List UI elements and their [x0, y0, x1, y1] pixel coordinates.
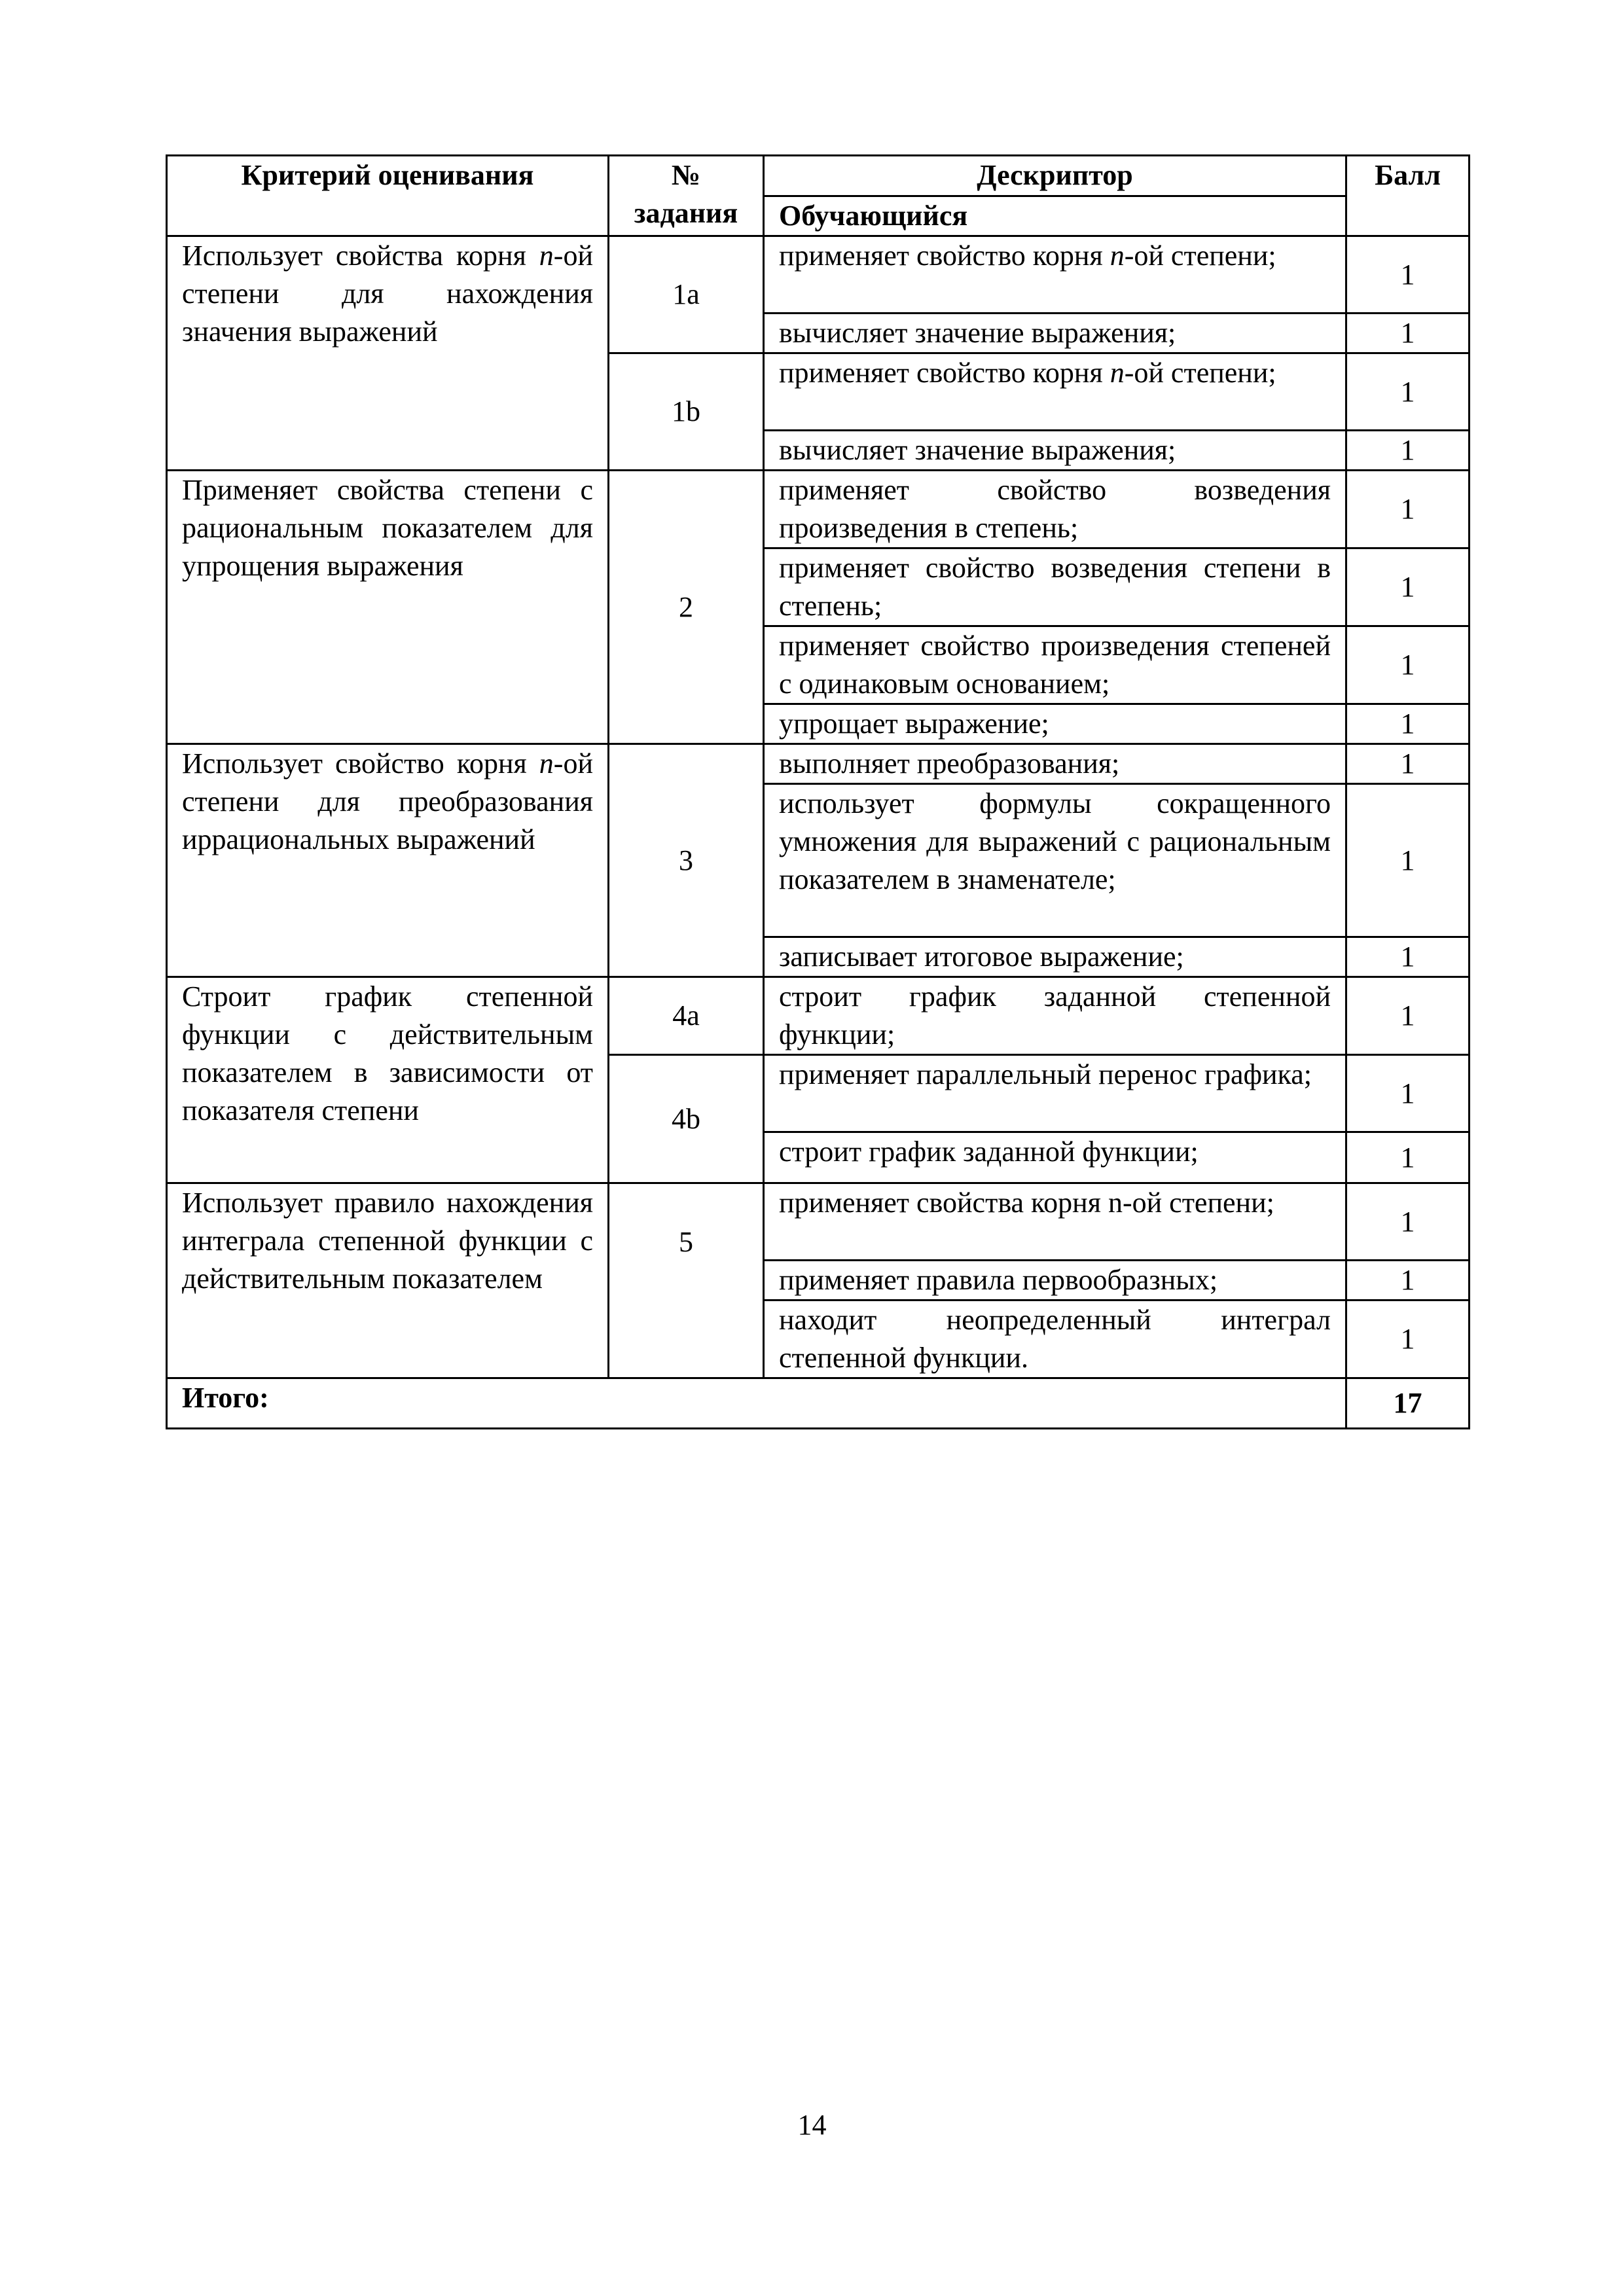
- criterion-1-text-a: Использует свойства корня: [182, 240, 539, 272]
- score-6: 1: [1346, 548, 1470, 626]
- task-1a: 1a: [609, 236, 764, 353]
- score-7: 1: [1346, 626, 1470, 704]
- criterion-5: Использует правило нахождения интеграла степенной функции с действительным показателем: [167, 1183, 609, 1378]
- header-score: Балл: [1346, 156, 1470, 236]
- descriptor-16: применяет правила первообразных;: [764, 1261, 1346, 1300]
- score-8: 1: [1346, 704, 1470, 744]
- score-10: 1: [1346, 784, 1470, 937]
- descriptor-4: вычисляет значение выражения;: [764, 431, 1346, 471]
- score-1: 1: [1346, 236, 1470, 314]
- criterion-1: [167, 236, 609, 471]
- score-17: 1: [1346, 1300, 1470, 1378]
- score-15: 1: [1346, 1183, 1470, 1261]
- descriptor-3-n: n: [1110, 357, 1125, 389]
- criterion-1-n: n: [539, 240, 554, 272]
- header-task-sub: задания: [634, 197, 738, 229]
- criterion-3-text-b: -ой степени для преобразования иррациональных выражений: [182, 747, 593, 855]
- score-9: 1: [1346, 744, 1470, 784]
- total-score: 17: [1346, 1378, 1470, 1429]
- descriptor-11: записывает итоговое выражение;: [764, 937, 1346, 977]
- header-descriptor: Дескриптор: [764, 156, 1346, 196]
- score-14: 1: [1346, 1132, 1470, 1183]
- score-5: 1: [1346, 471, 1470, 548]
- descriptor-1: [764, 236, 1346, 314]
- descriptor-3: [764, 353, 1346, 431]
- task-4a: 4a: [609, 977, 764, 1055]
- criterion-1-text-b: -ой степени для нахождения значения выражений: [182, 240, 593, 348]
- criterion-2: Применяет свойства степени с рациональным показателем для упрощения выражения: [167, 471, 609, 744]
- descriptor-17: находит неопределенный интеграл степенной функции.: [764, 1300, 1346, 1378]
- task-3: 3: [609, 744, 764, 977]
- total-label: Итого:: [167, 1378, 1346, 1429]
- score-11: 1: [1346, 937, 1470, 977]
- descriptor-6: применяет свойство возведения степени в степень;: [764, 548, 1346, 626]
- score-2: 1: [1346, 314, 1470, 353]
- descriptor-5: применяет свойство возведения произведения в степень;: [764, 471, 1346, 548]
- descriptor-9: выполняет преобразования;: [764, 744, 1346, 784]
- descriptor-13: применяет параллельный перенос графика;: [764, 1055, 1346, 1132]
- task-2: 2: [609, 471, 764, 744]
- descriptor-1-text-b: -ой степени;: [1124, 240, 1276, 272]
- score-16: 1: [1346, 1261, 1470, 1300]
- task-4b: 4b: [609, 1055, 764, 1183]
- score-3: 1: [1346, 353, 1470, 431]
- score-13: 1: [1346, 1055, 1470, 1132]
- descriptor-2: вычисляет значение выражения;: [764, 314, 1346, 353]
- header-criterion: Критерий оценивания: [167, 156, 609, 236]
- score-12: 1: [1346, 977, 1470, 1055]
- header-learner: Обучающийся: [764, 196, 1346, 236]
- task-5: 5: [609, 1183, 764, 1378]
- descriptor-12: строит график заданной степенной функции;: [764, 977, 1346, 1055]
- criterion-4: Строит график степенной функции с действительным показателем в зависимости от показателя степени: [167, 977, 609, 1183]
- criterion-3: [167, 744, 609, 977]
- task-1b: 1b: [609, 353, 764, 471]
- descriptor-7: применяет свойство произведения степеней с одинаковым основанием;: [764, 626, 1346, 704]
- criterion-3-n: n: [539, 747, 554, 780]
- descriptor-1-n: n: [1110, 240, 1125, 272]
- header-task-no: №: [671, 159, 701, 191]
- page-number: 14: [797, 2109, 827, 2141]
- score-4: 1: [1346, 431, 1470, 471]
- descriptor-3-text-b: -ой степени;: [1124, 357, 1276, 389]
- descriptor-1-text-a: применяет свойство корня: [779, 240, 1110, 272]
- criterion-3-text-a: Использует свойство корня: [182, 747, 539, 780]
- descriptor-14: строит график заданной функции;: [764, 1132, 1346, 1183]
- header-task-number: [609, 156, 764, 236]
- descriptor-8: упрощает выражение;: [764, 704, 1346, 744]
- descriptor-3-text-a: применяет свойство корня: [779, 357, 1110, 389]
- descriptor-10: использует формулы сокращенного умножения для выражений с рациональным показателем в знаменателе;: [764, 784, 1346, 937]
- descriptor-15: применяет свойства корня n-ой степени;: [764, 1183, 1346, 1261]
- assessment-rubric-table: [166, 154, 1470, 1429]
